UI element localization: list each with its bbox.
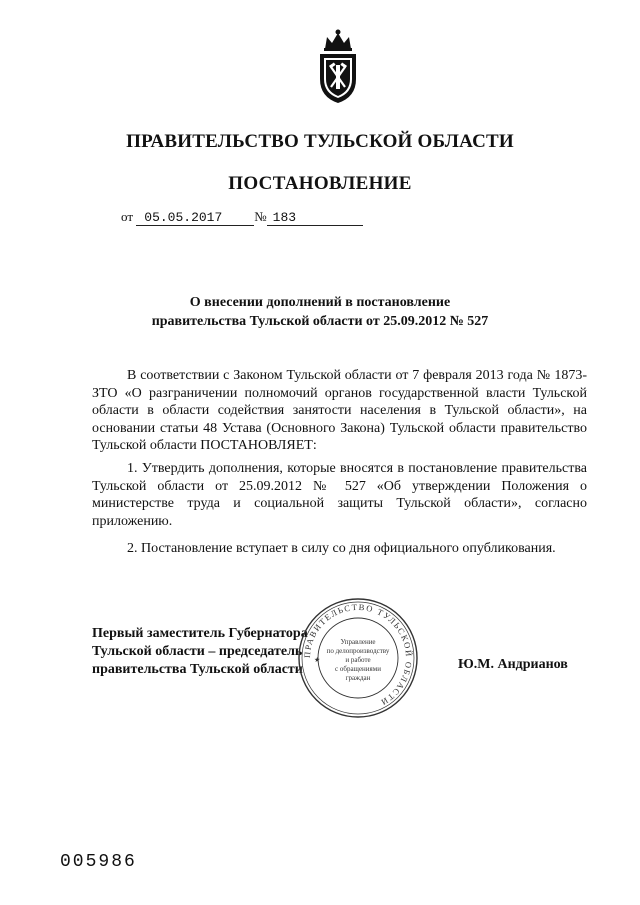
- stamp-inner-line-2: по делопроизводству: [326, 647, 390, 655]
- body-paragraph-item-1: 1. Утвердить дополнения, которые вносятся в постановление правительства Тульской области от 25.09.2012 № 527 «Об утверждении Положения о министерстве труда и социальной защиты Тульской области», согласно приложению.: [92, 461, 587, 529]
- coat-of-arms-icon: [313, 27, 363, 105]
- stamp-inner-line-1: Управление: [340, 638, 376, 646]
- body-paragraph-item-2: 2. Постановление вступает в силу со дня официального опубликования.: [127, 541, 556, 556]
- document-type: ПОСТАНОВЛЕНИЕ: [228, 173, 412, 194]
- document-date: 05.05.2017: [136, 211, 254, 226]
- signatory-position-line-2: Тульской области – председатель: [92, 644, 303, 659]
- government-name: ПРАВИТЕЛЬСТВО ТУЛЬСКОЙ ОБЛАСТИ: [126, 131, 514, 152]
- document-title-line-2: правительства Тульской области от 25.09.2012 № 527: [151, 314, 489, 329]
- date-number-line: [121, 209, 363, 226]
- document-serial-number: 005986: [60, 852, 137, 872]
- official-stamp: [296, 596, 420, 720]
- number-prefix: №: [254, 209, 267, 224]
- svg-text:★: ★: [314, 656, 321, 664]
- body-paragraph-preamble: В соответствии с Законом Тульской области от 7 февраля 2013 года № 1873-ЗТО «О разграничении полномочий органов государственной власти Тульской области в области содействия занятости населения в Тульской области», на основании статьи 48 Устава (Основного Закона) Тульской области правительство Тульской области ПОСТАНОВЛЯЕТ:: [92, 368, 587, 454]
- signatory-position-line-3: правительства Тульской области: [92, 662, 303, 677]
- date-prefix: от: [121, 209, 134, 224]
- signatory-position-line-1: Первый заместитель Губернатора: [92, 626, 308, 641]
- signatory-name: Ю.М. Андрианов: [458, 657, 568, 672]
- document-title-line-1: О внесении дополнений в постановление: [189, 295, 451, 310]
- document-number: 183: [267, 211, 363, 226]
- stamp-ring-text: ПРАВИТЕЛЬСТВО ТУЛЬСКОЙ ОБЛАСТИ: [301, 601, 415, 709]
- stamp-inner-line-5: граждан: [345, 674, 371, 682]
- stamp-inner-line-4: с обращениями: [335, 665, 381, 673]
- stamp-inner-line-3: и работе: [345, 656, 371, 664]
